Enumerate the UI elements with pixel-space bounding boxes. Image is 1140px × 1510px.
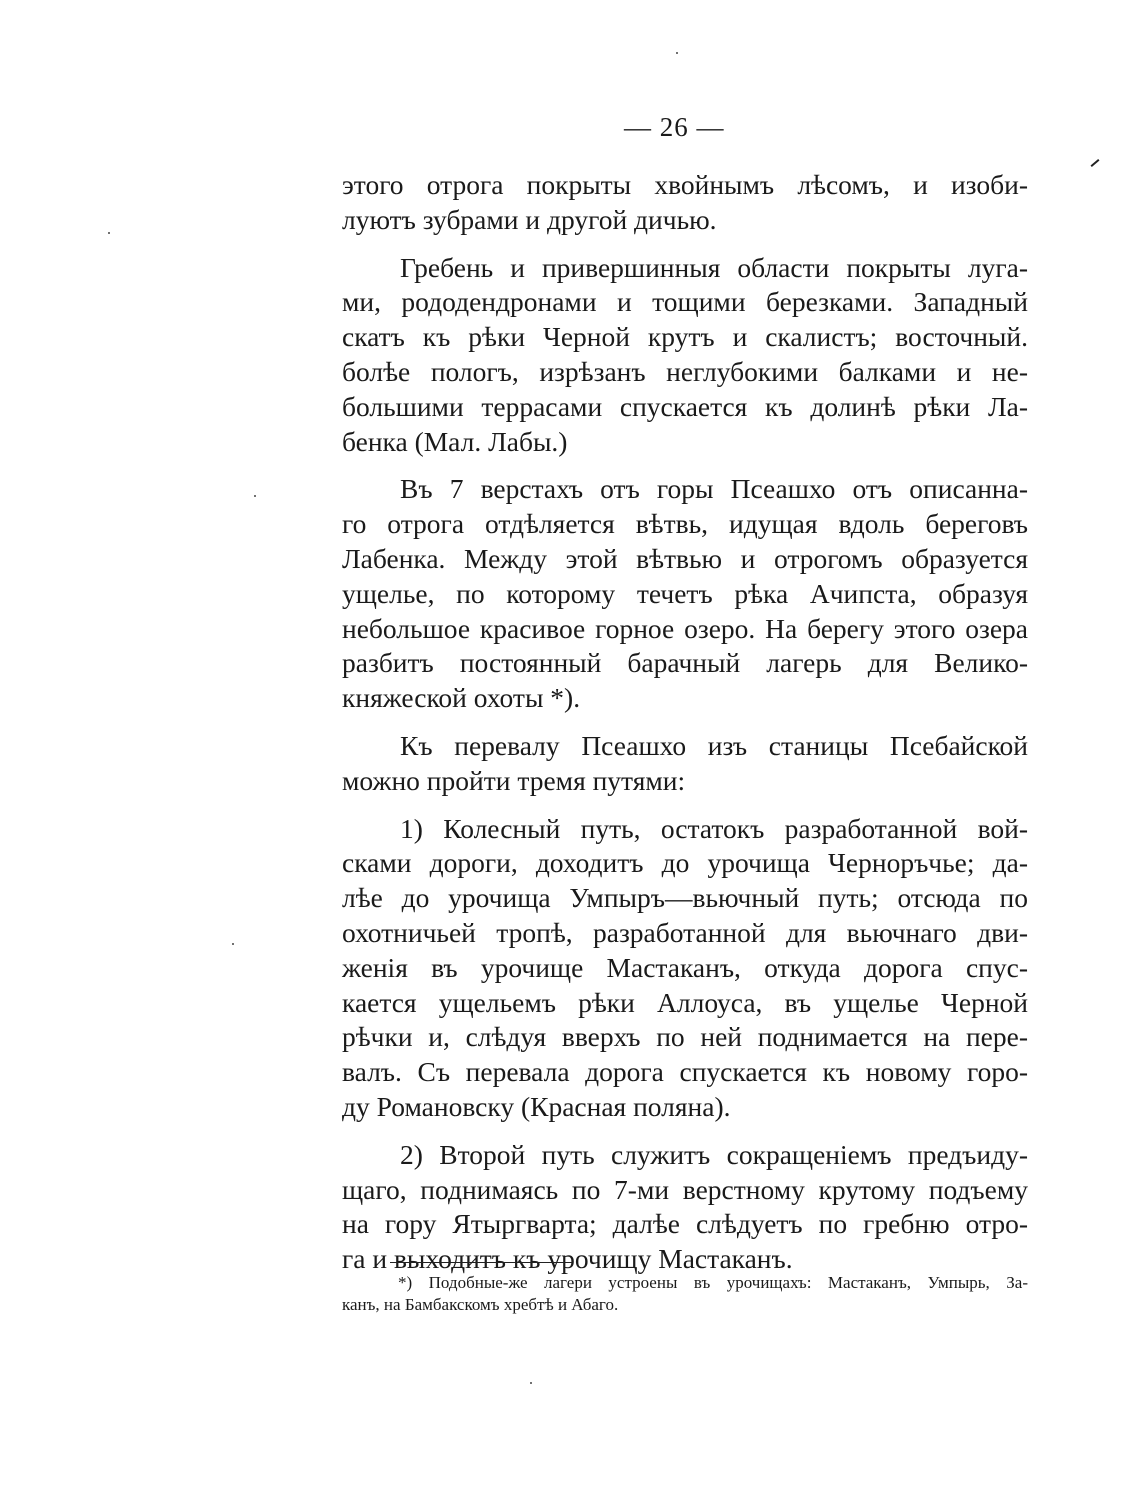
text-line: ду Романовску (Красная поляна). bbox=[342, 1090, 731, 1122]
body-text bbox=[342, 168, 1028, 1277]
footnote-line: канъ, на Бамбакскомъ хребтѣ и Абаго. bbox=[342, 1295, 619, 1314]
text-line: охотничьей тропѣ, разработанной для вьючнаго дви- bbox=[342, 916, 1028, 948]
text-line: го отрога отдѣляется вѣтвь, идущая вдоль береговъ bbox=[342, 508, 1028, 540]
text-line: 1) Колесный путь, остатокъ разработанной вой- bbox=[400, 812, 1028, 844]
paragraph bbox=[342, 729, 1028, 799]
text-line: женія въ урочище Мастаканъ, откуда дорога спус- bbox=[342, 951, 1028, 983]
text-line: кается ущельемъ рѣки Аллоуса, въ ущелье Черной bbox=[342, 986, 1028, 1018]
text-line: разбитъ постоянный барачный лагерь для Велико- bbox=[342, 647, 1028, 679]
margin-pencil-mark bbox=[1091, 159, 1100, 167]
page-number: — 26 — bbox=[624, 112, 725, 142]
paragraph bbox=[342, 812, 1028, 1125]
text-line: валъ. Съ перевала дорога спускается къ новому горо- bbox=[342, 1056, 1028, 1088]
scan-speck bbox=[676, 52, 678, 54]
text-line: Лабенка. Между этой вѣтвью и отрогомъ образуется bbox=[342, 542, 1028, 574]
footnote-divider bbox=[390, 1262, 572, 1263]
text-line: небольшое красивое горное озеро. На берегу этого озера bbox=[342, 612, 1028, 644]
text-line: ущелье, по которому течетъ рѣка Ачипста, образуя bbox=[342, 577, 1028, 609]
text-line: Въ 7 верстахъ отъ горы Псеашхо отъ описанна- bbox=[400, 473, 1028, 505]
footnote-line: *) Подобные-же лагери устроены въ урочищахъ: Мастаканъ, Умпырь, За- bbox=[398, 1273, 1028, 1292]
paragraph bbox=[342, 1138, 1028, 1277]
text-line: этого отрога покрыты хвойнымъ лѣсомъ, и изоби- bbox=[342, 169, 1028, 200]
text-line: ми, рододендронами и тощими березками. Западный bbox=[342, 286, 1028, 318]
text-line: можно пройти тремя путями: bbox=[342, 764, 686, 796]
text-line: га и выходитъ къ урочищу Мастаканъ. bbox=[342, 1243, 793, 1275]
text-line: на гору Ятыргварта; далѣе слѣдуетъ по гребню отро- bbox=[342, 1208, 1028, 1240]
text-line: Къ перевалу Псеашхо изъ станицы Псебайской bbox=[400, 729, 1028, 761]
paragraph bbox=[342, 168, 1028, 238]
text-line: Гребень и привершинныя области покрыты луга- bbox=[400, 251, 1028, 283]
text-line: большими террасами спускается къ долинѣ рѣки Ла- bbox=[342, 390, 1028, 422]
paragraph bbox=[342, 251, 1028, 460]
text-line: лѣе до урочища Умпыръ—вьючный путь; отсюда по bbox=[342, 882, 1028, 914]
text-line: княжеской охоты *). bbox=[342, 682, 581, 714]
scan-speck bbox=[232, 943, 234, 945]
text-line: рѣчки и, слѣдуя вверхъ по ней поднимается на пере- bbox=[342, 1021, 1028, 1053]
footnote bbox=[342, 1272, 1028, 1316]
text-line: сками дороги, доходитъ до урочища Черноръчье; да- bbox=[342, 847, 1028, 879]
text-line: болѣе пологъ, изрѣзанъ неглубокими балками и не- bbox=[342, 355, 1028, 387]
text-line: скатъ къ рѣки Черной крутъ и скалистъ; восточный. bbox=[342, 321, 1028, 353]
scan-speck bbox=[108, 232, 110, 234]
text-line: бенка (Мал. Лабы.) bbox=[342, 425, 568, 457]
scan-speck bbox=[254, 495, 256, 497]
scan-speck bbox=[530, 1382, 532, 1384]
paragraph bbox=[342, 472, 1028, 716]
text-line: щаго, поднимаясь по 7-ми верстному крутому подъему bbox=[342, 1173, 1028, 1205]
text-line: луютъ зубрами и другой дичью. bbox=[342, 203, 717, 235]
text-line: 2) Второй путь служитъ сокращеніемъ предъиду- bbox=[400, 1138, 1028, 1170]
